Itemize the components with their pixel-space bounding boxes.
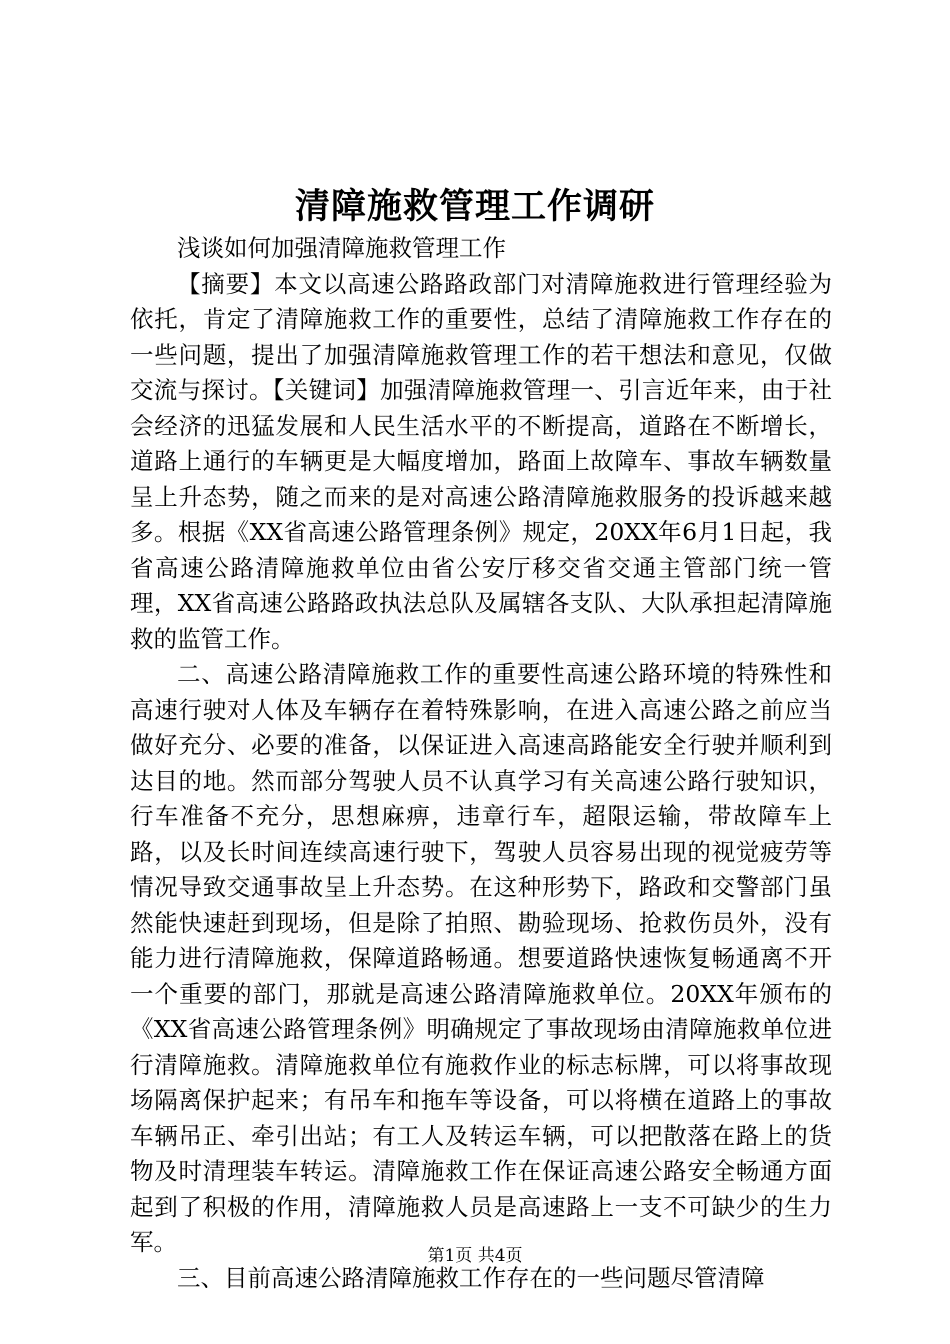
section-two-paragraph: 二、高速公路清障施救工作的重要性高速公路环境的特殊性和高速行驶对人体及车辆存在着特殊影响，在进入高速公路之前应当做好充分、必要的准备，以保证进入高速高路能安全行驶并顺利到达目的地。然而部分驾驶人员不认真学习有关高速公路行驶知识，行车准备不充分，思想麻痹，违章行车，超限运输，带故障车上路，以及长时间连续高速行驶下，驾驶人员容易出现的视觉疲劳等情况导致交通事故呈上升态势。在这种形势下，路政和交警部门虽然能快速赶到现场，但是除了拍照、勘验现场、抢救伤员外，没有能力进行清障施救，保障道路畅通。想要道路快速恢复畅通离不开一个重要的部门，那就是高速公路清障施救单位。20XX年颁布的《XX省高速公路管理条例》明确规定了事故现场由清障施救单位进行清障施救。清障施救单位有施救作业的标志标牌，可以将事故现场隔离保护起来；有吊车和拖车等设备，可以将横在道路上的事故车辆吊正、牵引出站；有工人及转运车辆，可以把散落在路上的货物及时清理装车转运。清障施救工作在保证高速公路安全畅通方面起到了积极的作用，清障施救人员是高速路上一支不可缺少的生力军。: [130, 660, 832, 1256]
page-footer: 第1页 共4页: [427, 1246, 523, 1266]
document-body: [130, 231, 832, 1296]
section-three-paragraph: 三、目前高速公路清障施救工作存在的一些问题尽管清障: [177, 1263, 765, 1292]
document-title: 清障施救管理工作调研: [294, 186, 655, 227]
abstract-paragraph: 【摘要】本文以高速公路路政部门对清障施救进行管理经验为依托，肯定了清障施救工作的重要性，总结了清障施救工作存在的一些问题，提出了加强清障施救管理工作的若干想法和意见，仅做交流与探讨。【关键词】加强清障施救管理一、引言近年来，由于社会经济的迅猛发展和人民生活水平的不断提高，道路在不断增长，道路上通行的车辆更是大幅度增加，路面上故障车、事故车辆数量呈上升态势，随之而来的是对高速公路清障施救服务的投诉越来越多。根据《XX省高速公路管理条例》规定，20XX年6月1日起，我省高速公路清障施救单位由省公安厅移交省交通主管部门统一管理，XX省高速公路路政执法总队及属辖各支队、大队承担起清障施救的监管工作。: [130, 269, 832, 653]
subtitle-paragraph: 浅谈如何加强清障施救管理工作: [177, 234, 506, 262]
